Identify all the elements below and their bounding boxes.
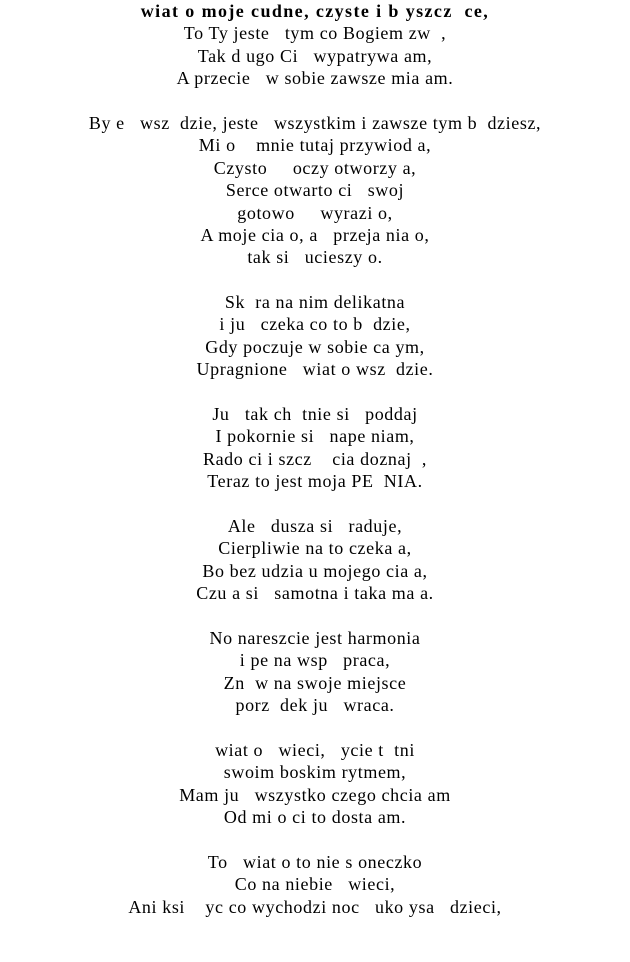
poem-line: porz dek ju wraca.: [235, 695, 395, 716]
poem-line: To Ty jeste tym co Bogiem zw ,: [183, 23, 447, 44]
poem-line: Sk ra na nim delikatna: [224, 292, 406, 313]
poem-line: Ale dusza si raduje,: [227, 515, 403, 536]
poem-line: i ju czeka co to b dzie,: [219, 314, 411, 335]
stanza-gap: [0, 90, 630, 112]
poem-line: No nareszcie jest harmonia: [209, 627, 421, 648]
stanza: [0, 291, 630, 381]
stanza-gap: [0, 828, 630, 850]
poem-line: Czu a si samotna i taka ma a.: [196, 583, 434, 604]
poem-line: swoim boskim rytmem,: [223, 762, 407, 783]
poem-line: tak si ucieszy o.: [247, 247, 383, 268]
poem-line: A przecie w sobie zawsze mia am.: [176, 68, 454, 89]
poem-line: Od mi o ci to dosta am.: [223, 807, 407, 828]
poem-line: Cierpliwie na to czeka a,: [218, 538, 412, 559]
stanza-gap: [0, 605, 630, 627]
poem-line: Bo bez udzia u mojego cia a,: [202, 560, 428, 581]
stanza-gap: [0, 269, 630, 291]
poem-line: Ani ksi yc co wychodzi noc uko ysa dzieci,: [128, 896, 502, 917]
poem-line: Zn w na swoje miejsce: [223, 672, 407, 693]
stanza: [0, 515, 630, 605]
poem-line: gotowo wyrazi o,: [237, 202, 393, 223]
poem-line: wiat o wieci, ycie t tni: [215, 739, 415, 760]
poem-line: I pokornie si nape niam,: [215, 426, 415, 447]
poem-line: Czysto oczy otworzy a,: [213, 157, 417, 178]
stanza: [0, 627, 630, 717]
poem-line: Mi o mnie tutaj przywiod a,: [198, 135, 432, 156]
poem-line: Upragnione wiat o wsz dzie.: [196, 359, 434, 380]
poem-line: Teraz to jest moja PE NIA.: [207, 471, 423, 492]
poem-line: Serce otwarto ci swoj: [225, 180, 405, 201]
poem-line: Mam ju wszystko czego chcia am: [179, 784, 451, 805]
stanza: [0, 112, 630, 269]
stanza-gap: [0, 717, 630, 739]
poem-line: Co na niebie wieci,: [234, 874, 396, 895]
poem-line: Rado ci i szcz cia doznaj ,: [202, 448, 428, 469]
poem-line: To wiat o to nie s oneczko: [207, 851, 423, 872]
poem-line: Ju tak ch tnie si poddaj: [212, 404, 418, 425]
stanza: [0, 403, 630, 493]
stanza: [0, 851, 630, 918]
stanza: [0, 0, 630, 90]
poem-line: A moje cia o, a przeja nia o,: [200, 224, 430, 245]
poem-line: i pe na wsp praca,: [239, 650, 391, 671]
stanza-gap: [0, 381, 630, 403]
poem-title-line: wiat o moje cudne, czyste i b yszcz ce,: [140, 1, 490, 21]
stanza: [0, 739, 630, 829]
stanza-gap: [0, 493, 630, 515]
poem-line: Gdy poczuje w sobie ca ym,: [205, 336, 425, 357]
poem-line: By e wsz dzie, jeste wszystkim i zawsze tym b dziesz,: [88, 112, 542, 133]
poem-line: Tak d ugo Ci wypatrywa am,: [197, 45, 433, 66]
